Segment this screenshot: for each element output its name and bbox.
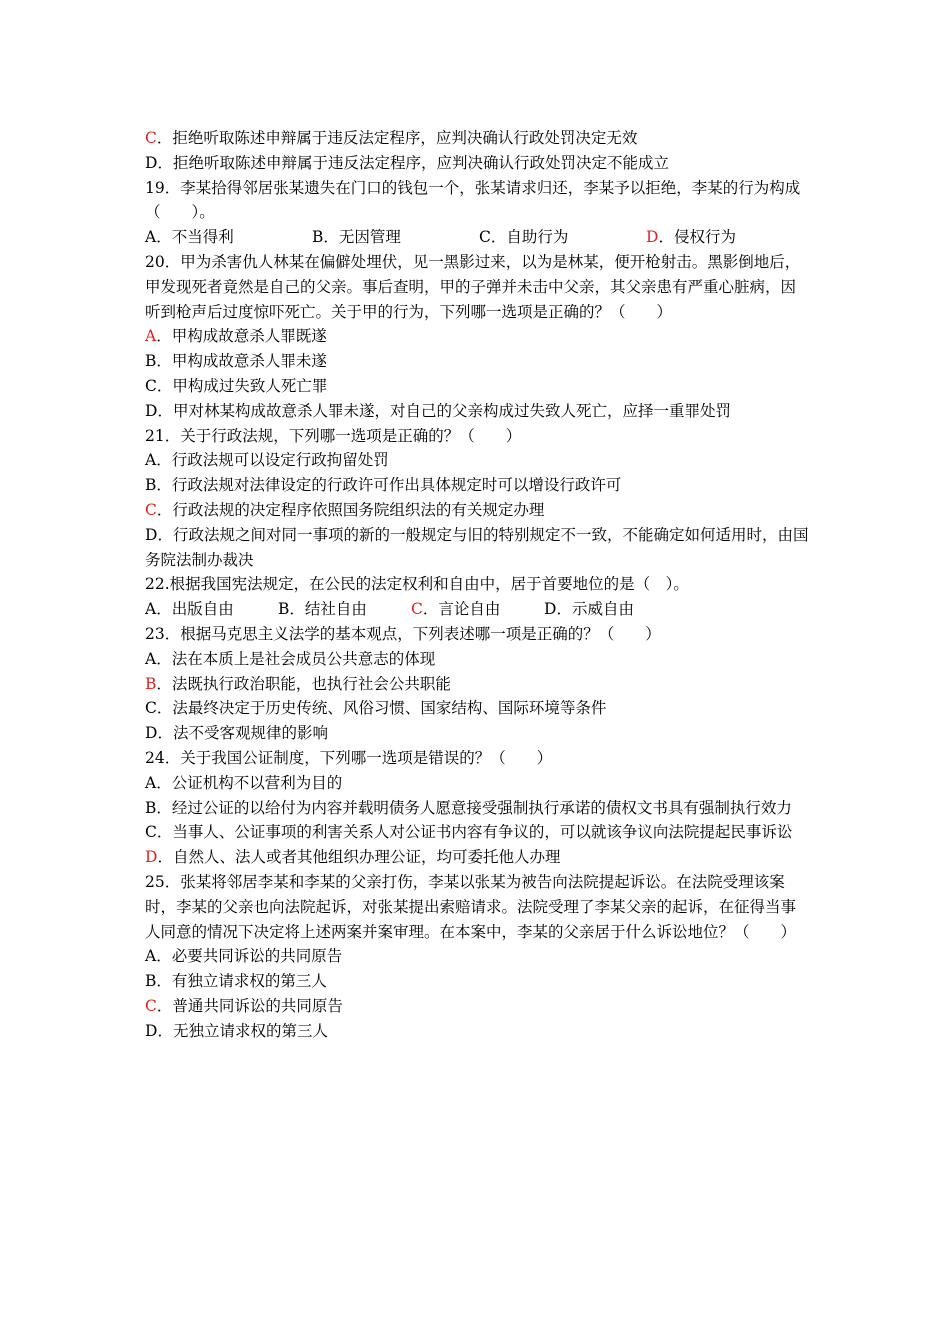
option-a-q19 bbox=[145, 225, 312, 250]
option-text: ．行政法规之间对同一事项的新的一般规定与旧的特别规定不一致，不能确定如何适用时，由国务院法制办裁决 bbox=[145, 525, 809, 569]
option-c-q20 bbox=[145, 374, 810, 399]
option-text: ．法最终决定于历史传统、风俗习惯、国家结构、国际环境等条件 bbox=[156, 699, 607, 718]
option-letter: C bbox=[145, 376, 157, 395]
option-b-q21 bbox=[145, 473, 810, 498]
options-row-q22 bbox=[145, 597, 810, 622]
option-c-q24 bbox=[145, 820, 810, 845]
option-text: ．结社自由 bbox=[289, 600, 367, 619]
option-text: ．出版自由 bbox=[156, 600, 234, 619]
option-letter: B bbox=[145, 352, 157, 371]
option-text: ．公证机构不以营利为目的 bbox=[156, 773, 343, 792]
option-a-q20 bbox=[145, 324, 810, 349]
option-text: ．侵权行为 bbox=[658, 228, 736, 247]
option-c-q23 bbox=[145, 696, 810, 721]
option-text: ．自助行为 bbox=[490, 228, 569, 247]
option-letter: A bbox=[145, 947, 157, 966]
option-c-q18 bbox=[145, 126, 810, 151]
option-letter: B bbox=[312, 228, 324, 247]
option-text: ．拒绝听取陈述申辩属于违反法定程序，应判决确认行政处罚决定不能成立 bbox=[157, 153, 669, 172]
option-text: ．无独立请求权的第三人 bbox=[157, 1021, 328, 1040]
option-letter: B bbox=[278, 600, 290, 619]
option-text: ．当事人、公证事项的利害关系人对公证书内容有争议的，可以就该争议向法院提起民事诉讼 bbox=[156, 823, 793, 842]
option-text: ．拒绝听取陈述申辩属于违反法定程序，应判决确认行政处罚决定无效 bbox=[156, 129, 638, 147]
option-letter: D bbox=[145, 401, 158, 420]
option-letter: D bbox=[145, 525, 158, 544]
option-text: ．行政法规可以设定行政拘留处罚 bbox=[156, 451, 389, 470]
option-c-q25 bbox=[145, 994, 810, 1019]
option-letter: C bbox=[145, 823, 157, 842]
question-22: 22.根据我国宪法规定，在公民的法定权利和自由中，居于首要地位的是（ ）。 bbox=[145, 575, 689, 594]
option-letter: A bbox=[145, 451, 157, 470]
question-21: 21．关于行政法规，下列哪一选项是正确的？（ ） bbox=[145, 426, 522, 445]
question-23: 23．根据马克思主义法学的基本观点，下列表述哪一项是正确的？（ ） bbox=[145, 624, 661, 643]
option-letter: D bbox=[145, 1021, 158, 1040]
exam-page bbox=[145, 126, 810, 1043]
option-letter: D bbox=[544, 600, 557, 619]
option-text: ．经过公证的以给付为内容并载明债务人愿意接受强制执行承诺的债权文书具有强制执行效力 bbox=[156, 798, 792, 817]
option-letter: C bbox=[145, 500, 157, 519]
option-letter: D bbox=[145, 724, 158, 743]
option-b-q23 bbox=[145, 672, 810, 697]
option-text: ．行政法规对法律设定的行政许可作出具体规定时可以增设行政许可 bbox=[156, 476, 622, 495]
option-text: ．必要共同诉讼的共同原告 bbox=[156, 947, 343, 966]
option-letter: C bbox=[145, 699, 157, 718]
option-d-q20 bbox=[145, 399, 810, 424]
option-b-q20 bbox=[145, 349, 810, 374]
option-b-q24 bbox=[145, 796, 810, 821]
question-24: 24．关于我国公证制度，下列哪一选项是错误的？（ ） bbox=[145, 748, 553, 767]
option-a-q25 bbox=[145, 944, 810, 969]
option-text: ．示威自由 bbox=[556, 600, 634, 619]
option-a-q22 bbox=[145, 597, 278, 622]
option-text: ．甲对林某构成故意杀人罪未遂，对自己的父亲构成过失致人死亡，应择一重罪处罚 bbox=[157, 401, 731, 420]
option-d-q18 bbox=[145, 151, 810, 176]
option-letter: A bbox=[145, 228, 157, 247]
option-text: ．有独立请求权的第三人 bbox=[156, 972, 327, 991]
option-text: ．普通共同诉讼的共同原告 bbox=[156, 996, 343, 1015]
option-text: ．行政法规的决定程序依照国务院组织法的有关规定办理 bbox=[156, 500, 545, 519]
option-text: ．无因管理 bbox=[323, 228, 401, 247]
option-b-q22 bbox=[278, 597, 411, 622]
option-text: ．甲构成故意杀人罪既遂 bbox=[156, 327, 327, 346]
option-letter: C bbox=[411, 600, 423, 619]
option-d-q19 bbox=[646, 225, 736, 250]
option-text: ．法在本质上是社会成员公共意志的体现 bbox=[156, 649, 436, 668]
option-letter: A bbox=[145, 649, 157, 668]
option-a-q24 bbox=[145, 771, 810, 796]
option-letter: D bbox=[145, 153, 158, 172]
option-letter: B bbox=[145, 674, 157, 693]
option-text: ．法既执行政治职能，也执行社会公共职能 bbox=[156, 674, 451, 693]
question-20: 20．甲为杀害仇人林某在偏僻处埋伏，见一黑影过来，以为是林某，便开枪射击。黑影倒地后，甲发现死者竟然是自己的父亲。事后查明，甲的子弹并未击中父亲，其父亲患有严重心脏病，因听到枪声后过度惊吓死亡。关于甲的行为，下列哪一选项是正确的？（ ） bbox=[145, 252, 801, 321]
option-d-q24 bbox=[145, 845, 810, 870]
option-c-q19 bbox=[479, 225, 646, 250]
option-d-q22 bbox=[544, 597, 634, 622]
question-25: 25．张某将邻居李某和李某的父亲打伤，李某以张某为被告向法院提起诉讼。在法院受理该案时，李某的父亲也向法院起诉，对张某提出索赔请求。法院受理了李某父亲的起诉，在征得当事人同意的情况下决定将上述两案并案审理。在本案中，李某的父亲居于什么诉讼地位？（ ） bbox=[145, 872, 797, 941]
option-a-q23 bbox=[145, 647, 810, 672]
option-letter: C bbox=[479, 228, 491, 247]
option-letter: C bbox=[145, 129, 157, 147]
options-row-q19 bbox=[145, 225, 810, 250]
option-b-q25 bbox=[145, 969, 810, 994]
option-letter: D bbox=[646, 228, 659, 247]
option-letter: D bbox=[145, 848, 158, 867]
option-b-q19 bbox=[312, 225, 479, 250]
option-d-q21 bbox=[145, 523, 810, 573]
option-letter: B bbox=[145, 476, 157, 495]
option-c-q21 bbox=[145, 498, 810, 523]
question-19: 19．李某拾得邻居张某遗失在门口的钱包一个，张某请求归还，李某予以拒绝，李某的行为构成（ ）。 bbox=[145, 178, 801, 222]
option-letter: A bbox=[145, 327, 157, 346]
option-c-q22 bbox=[411, 597, 544, 622]
option-d-q23 bbox=[145, 721, 810, 746]
option-a-q21 bbox=[145, 448, 810, 473]
option-letter: C bbox=[145, 996, 157, 1015]
option-letter: B bbox=[145, 798, 157, 817]
option-letter: B bbox=[145, 972, 157, 991]
option-text: ．不当得利 bbox=[156, 228, 234, 247]
option-text: ．言论自由 bbox=[422, 600, 501, 619]
option-d-q25 bbox=[145, 1019, 810, 1044]
option-text: ．甲构成过失致人死亡罪 bbox=[156, 376, 328, 395]
option-letter: A bbox=[145, 600, 157, 619]
option-text: ．甲构成故意杀人罪未遂 bbox=[156, 352, 327, 371]
option-letter: A bbox=[145, 773, 157, 792]
option-text: ．法不受客观规律的影响 bbox=[157, 724, 328, 743]
option-text: ．自然人、法人或者其他组织办理公证，均可委托他人办理 bbox=[157, 848, 561, 867]
